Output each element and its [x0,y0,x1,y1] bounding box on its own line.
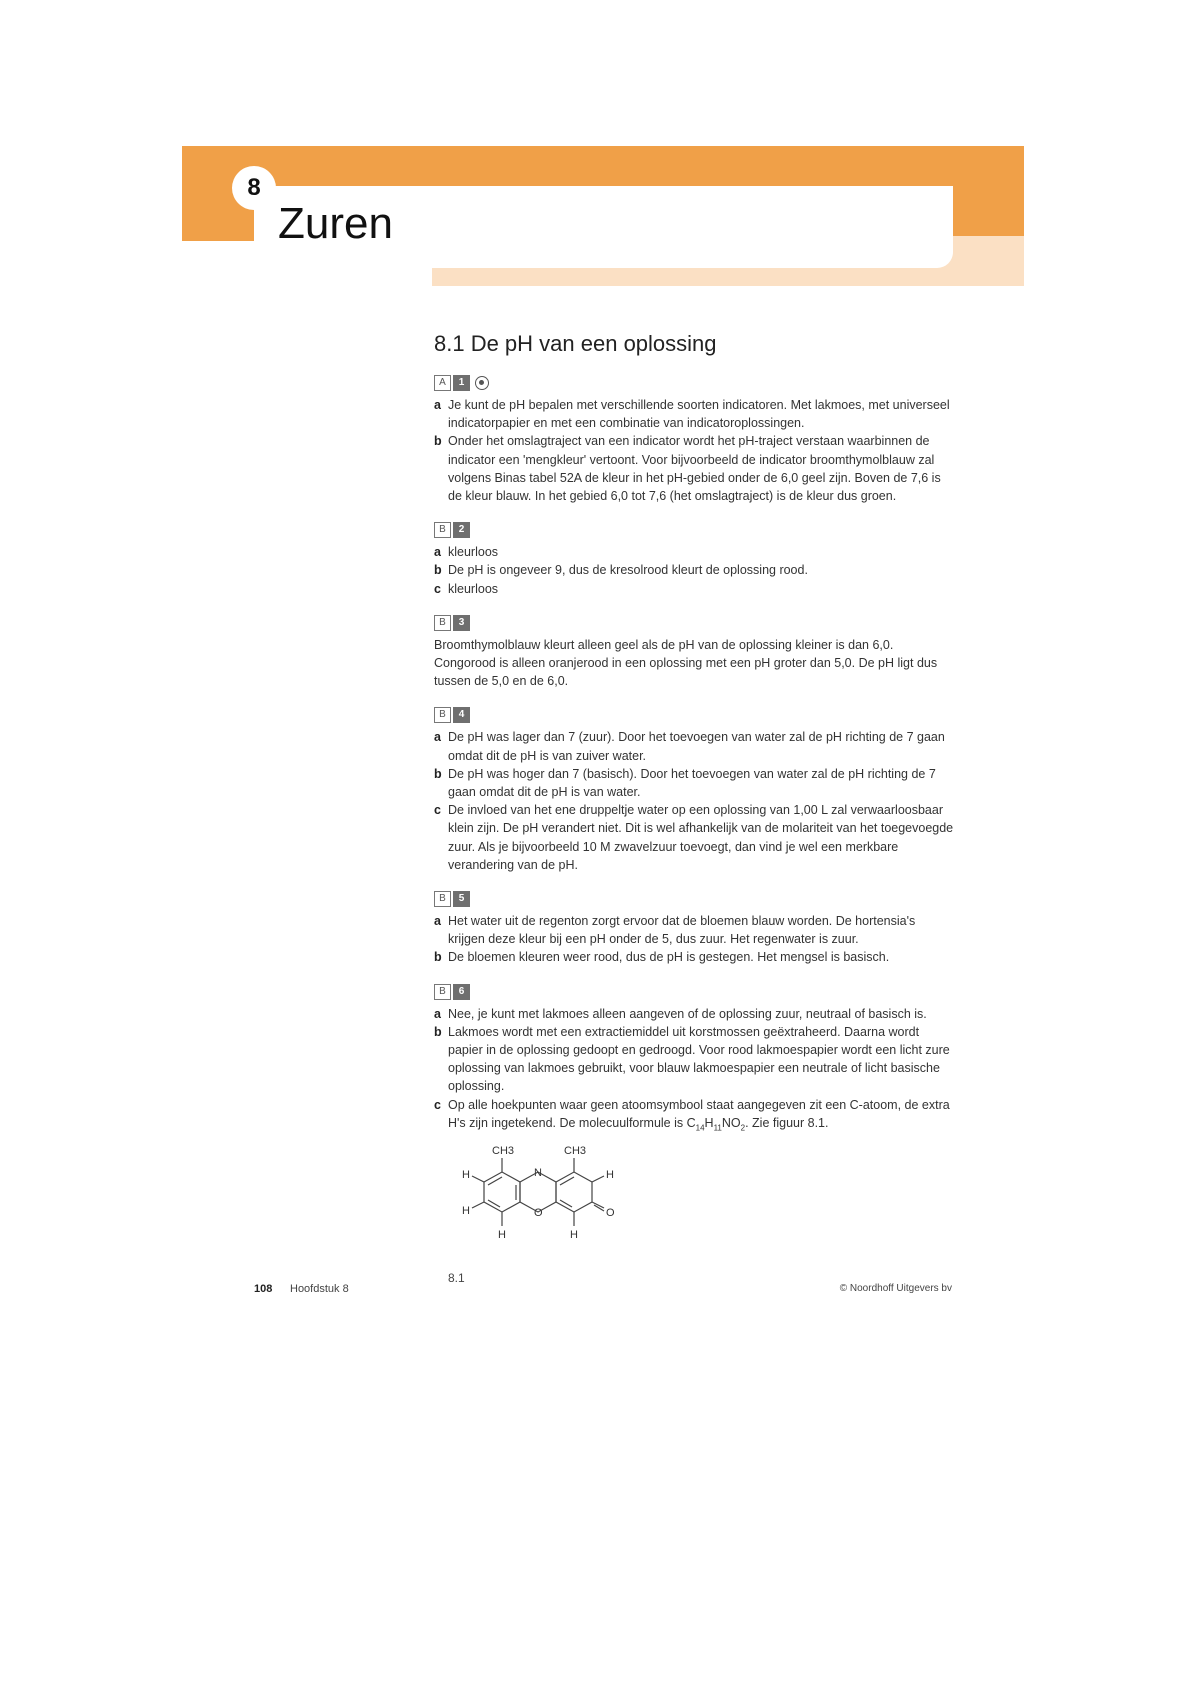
item-letter: b [434,1024,442,1039]
question-3 [434,614,954,691]
figure-caption: 8.1 [448,1270,465,1285]
question-4 [434,706,954,874]
left-benzene-ring [484,1172,520,1212]
atom-n: N [534,1166,542,1179]
item-text: Je kunt de pH bepalen met verschillende soorten indicatoren. Met lakmoes, met universeel indicatorpapier en met een combinatie van indicatoroplossingen. [448,398,950,431]
atom-h-left-top: H [462,1168,470,1181]
formula-subscript-c: 14 [695,1123,705,1133]
chapter-title: Zuren [278,199,393,248]
answer-item [434,396,954,432]
answer-paragraph: Broomthymolblauw kleurt alleen geel als de pH van de oplossing kleiner is dan 6,0. Congorood is alleen oranjerood in een oplossing met een pH groter dan 5,0. De pH ligt dus tussen de 5,0 en de 6,0. [434,637,938,689]
answer-item [434,561,954,579]
right-ring [556,1172,592,1212]
atom-ch3-left: CH3 [492,1144,515,1157]
answer-item [434,728,954,764]
item-text: Onder het omslagtraject van een indicator wordt het pH-traject verstaan waarbinnen de indicator een 'mengkleur' vertoont. Voor bijvoorbeeld de indicator broomthymolblauw zal volgens Binas tabel 52A de kleur in het pH-gebied onder de 6,0 geel zijn. Boven de 7,6 is de kleur blauw. In het gebied 6,0 tot 7,6 (het omslagtraject) is de kleur dus groen. [448,434,941,504]
answer-item [434,801,954,874]
formula-text-h: H [704,1115,714,1130]
page-content [434,330,954,1303]
item-letter: b [434,434,442,449]
question-header [434,374,954,392]
item-text: De pH was hoger dan 7 (basisch). Door het toevoegen van water zal de pH richting de 7 gaan omdat dit de pH is van water. [448,766,936,800]
chapter-number-badge: 8 [232,166,276,210]
item-text: De pH is ongeveer 9, dus de kresolrood kleurt de oplossing rood. [448,563,808,578]
item-text: De invloed van het ene druppeltje water op een oplossing van 1,00 L zal verwaarloosbaar klein zijn. De pH verandert niet. Dit is wel afhankelijk van de molariteit van het toegevoegde zuur. Als je bijvoorbeeld 10 M zwavelzuur toevoegt, dan vind je wel een merkbare verandering van de pH. [448,803,954,872]
item-letter: a [434,914,441,929]
question-header [434,614,954,632]
molecule-structure-diagram [434,1144,624,1262]
item-letter: a [434,730,441,745]
formula-subscript-o: 2 [740,1123,746,1133]
atom-h-bottom: H [498,1228,506,1241]
answer-item [434,432,954,505]
level-badge: B [434,615,451,631]
question-number: 2 [453,522,470,538]
item-letter: c [434,1097,441,1112]
item-letter: b [434,563,442,578]
atom-o-ring: O [534,1206,543,1219]
atom-h-right: H [606,1168,614,1181]
atom-ch3-right: CH3 [564,1144,587,1157]
question-number: 1 [453,375,470,391]
item-letter: c [434,581,441,596]
question-header [434,706,954,724]
question-1 [434,374,954,505]
answer-item [434,580,954,598]
item-letter: a [434,398,441,412]
atom-o-keto: O [606,1206,615,1219]
section-title: 8.1 De pH van een oplossing [434,331,717,356]
item-letter: a [434,1006,441,1021]
item-text: Het water uit de regenton zorgt ervoor dat de bloemen blauw worden. De hortensia's krijgen deze kleur bij een pH onder de 5, dus zuur. Het regenwater is zuur. [448,914,916,947]
item-letter: b [434,950,442,965]
formula-text-no: NO [721,1115,741,1130]
question-header [434,890,954,908]
formula-text-before: Op alle hoekpunten waar geen atoomsymbool staat aangegeven zit een C-atoom, de extra H's zijn ingetekend. De molecuulformule is C [448,1097,950,1130]
answer-item [434,765,954,801]
level-badge: B [434,522,451,538]
question-number: 4 [453,707,470,723]
item-text: De pH was lager dan 7 (zuur). Door het toevoegen van water zal de pH richting de 7 gaan omdat dit de pH is van zuiver water. [448,730,945,763]
item-letter: c [434,803,441,818]
item-text: kleurloos [448,581,499,596]
level-badge: B [434,984,451,1000]
item-text: Lakmoes wordt met een extractiemiddel uit korstmossen geëxtraheerd. Daarna wordt papier in de oplossing gedoopt en gedroogd. Voor rood lakmoespapier wordt een licht zure oplossing van lakmoes gebruikt, voor blauw lakmoespapier een neutrale of licht basische oplossing. [448,1024,950,1094]
answer-item [434,1096,954,1138]
atom-h-bottom-right: H [570,1228,578,1241]
formula-subscript-h: 11 [713,1123,722,1133]
item-text: De bloemen kleuren weer rood, dus de pH is gestegen. Het mengsel is basisch. [448,950,890,965]
item-text: Nee, je kunt met lakmoes alleen aangeven of de oplossing zuur, neutraal of basisch is. [448,1006,927,1021]
answer-item [434,1005,954,1023]
answer-item [434,912,954,948]
footer-chapter-label: Hoofdstuk 8 [290,1283,349,1295]
target-icon [475,376,489,390]
question-2 [434,521,954,598]
question-number: 3 [453,615,470,631]
atom-h-left-bottom: H [462,1204,470,1217]
question-6 [434,983,954,1287]
level-badge: A [434,375,451,391]
answer-item [434,1023,954,1096]
question-5 [434,890,954,967]
question-header [434,521,954,539]
item-text: kleurloos [448,545,499,560]
question-header [434,983,954,1001]
level-badge: B [434,707,451,723]
level-badge: B [434,891,451,907]
item-letter: a [434,545,441,560]
footer-copyright: © Noordhoff Uitgevers bv [839,1283,952,1294]
item-text [448,1096,954,1138]
formula-text-after: . Zie figuur 8.1. [745,1115,829,1130]
page-number: 108 [254,1283,273,1295]
structure-figure [434,1144,954,1287]
answer-item [434,543,954,561]
item-letter: b [434,766,442,781]
question-number: 6 [453,984,470,1000]
question-number: 5 [453,891,470,907]
answer-item [434,948,954,966]
